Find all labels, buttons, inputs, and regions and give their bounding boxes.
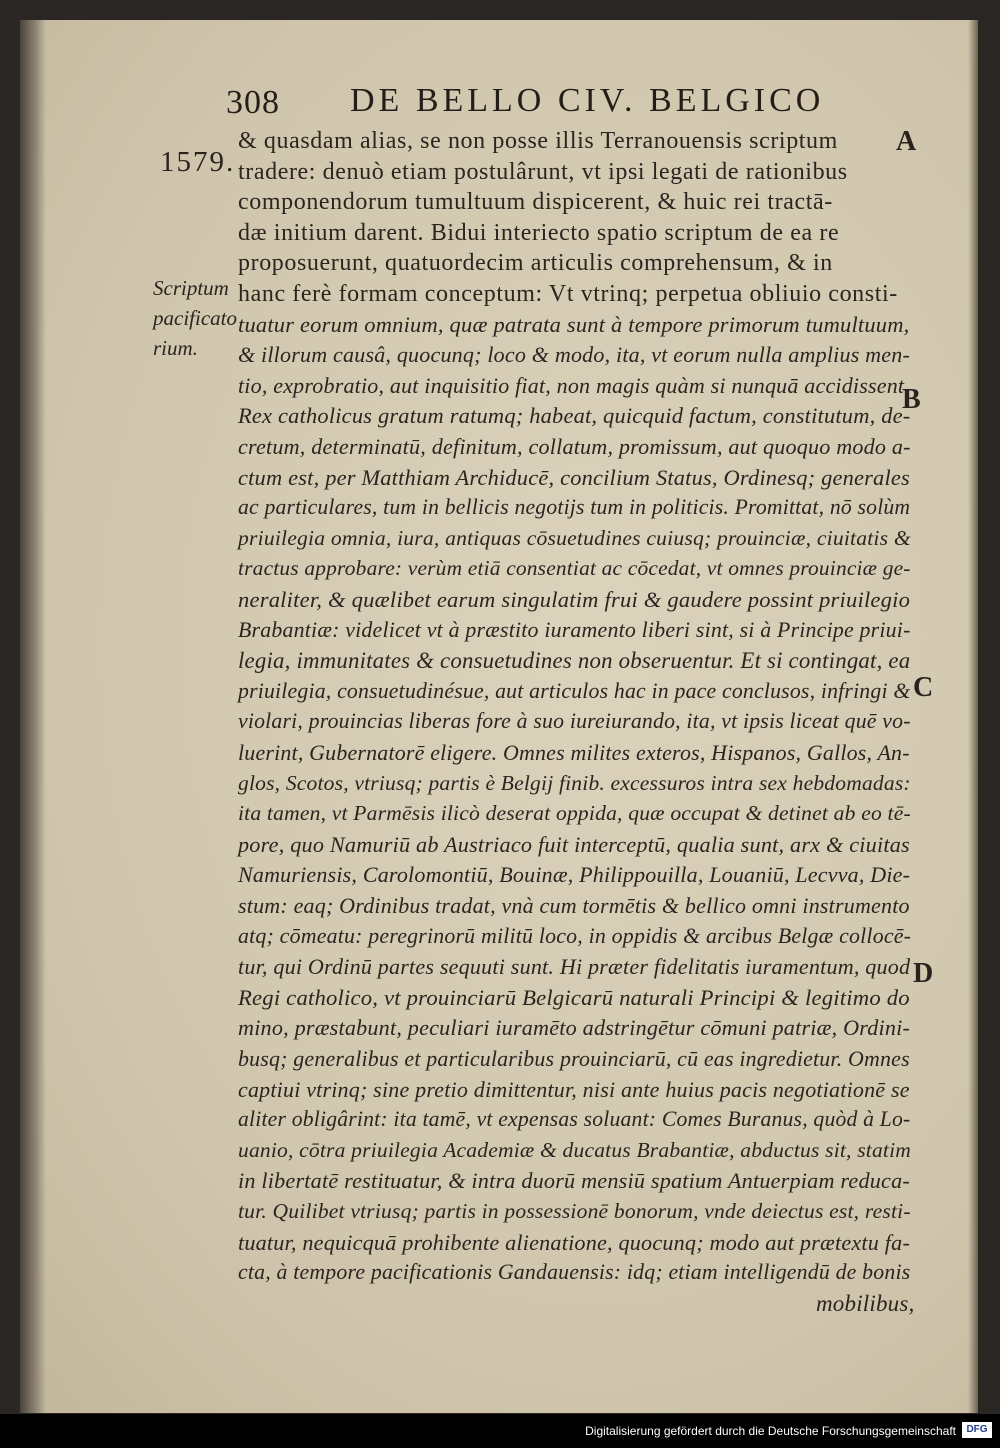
page-gutter-shadow [20, 20, 46, 1413]
text-line: proposuerunt, quatuordecim articulis comprehensum, & in [238, 250, 833, 277]
section-letter: C [913, 672, 934, 703]
dfg-logo: DFG [962, 1422, 992, 1438]
text-line: aliter obligârint: ita tamē, vt expensas soluant: Comes Buranus, quòd à Lo- [238, 1107, 911, 1132]
text-line: captiui vtrinq; sine pretio dimittentur, nisi ante huius pacis negotiationē se [238, 1076, 910, 1102]
running-title: DE BELLO CIV. BELGICO [350, 82, 825, 119]
section-letter: D [913, 958, 934, 989]
text-line: cretum, determinatū, definitum, collatum, promissum, aut quoquo modo a- [238, 434, 911, 459]
text-line: tuatur, nequicquā prohibente alienatione, quocunq; modo aut prætextu fa- [238, 1229, 911, 1255]
text-line: in libertatē restituatur, & intra duorū mensiū spatium Antuerpiam reduca- [238, 1168, 910, 1194]
text-line: componendorum tumultuum dispicerent, & huic rei tractā- [238, 189, 833, 216]
text-line: & illorum causâ, quocunq; loco & modo, ita, vt eorum nulla amplius men- [238, 342, 911, 368]
digitization-footer [0, 1414, 1000, 1448]
text-line: tur. Quilibet vtriusq; partis in possessionē bonorum, vnde deiectus est, resti- [238, 1199, 911, 1223]
text-line: tio, exprobratio, aut inquisitio fiat, non magis quàm si nunquā accidissent. [238, 372, 910, 398]
text-line: Regi catholico, vt prouinciarū Belgicarū naturali Principi & legitimo do [238, 984, 910, 1010]
section-letter: B [902, 384, 921, 415]
text-line: Namuriensis, Carolomontiū, Bouinæ, Philippouilla, Louaniū, Lecvva, Die- [238, 862, 911, 888]
text-line: priuilegia omnia, iura, antiquas cōsuetudines cuiusq; prouinciæ, ciuitatis & [238, 525, 911, 550]
text-line: luerint, Gubernatorē eligere. Omnes milites exteros, Hispanos, Gallos, An- [238, 740, 910, 765]
section-letter: A [896, 126, 917, 157]
text-line: tur, qui Ordinū partes sequuti sunt. Hi præter fidelitatis iuramentum, quod [238, 954, 911, 980]
text-line: violari, prouincias liberas fore à suo iureiurando, ita, vt ipsis liceat quē vo- [238, 709, 911, 734]
footer-credit: Digitalisierung gefördert durch die Deutsche Forschungsgemeinschaft [585, 1424, 956, 1438]
text-line: & quasdam alias, se non posse illis Terranouensis scriptum [238, 128, 838, 154]
text-line: tractus approbare: verùm etiā consentiat ac cōcedat, vt omnes prouinciæ ge- [238, 556, 911, 581]
year-marker: 1579. [160, 146, 236, 178]
text-line: neraliter, & quælibet earum singulatim frui & gaudere possint priuilegio [238, 587, 911, 612]
book-page [20, 20, 978, 1413]
text-line: priuilegia, consuetudinésue, aut articulos hac in pace conclusos, infringi & [238, 678, 911, 703]
text-line: glos, Scotos, vtriusq; partis è Belgij finib. excessuros intra sex hebdomadas: [238, 770, 911, 795]
text-line: Rex catholicus gratum ratumq; habeat, quicquid factum, constitutum, de- [238, 403, 911, 429]
text-line: ita tamen, vt Parmēsis ilicò deserat oppida, quæ occupat & detinet ab eo tē- [238, 801, 911, 826]
text-line: ac particulares, tum in bellicis negotijs tum in politicis. Promittat, nō solùm [238, 495, 911, 520]
text-line: tradere: denuò etiam postulârunt, vt ipsi legati de rationibus [238, 158, 848, 185]
text-line: tuatur eorum omnium, quæ patrata sunt à tempore primorum tumultuum, [238, 311, 910, 337]
text-line: busq; generalibus et particularibus prouinciarū, cū eas ingredietur. Omnes [238, 1046, 910, 1071]
text-line: stum: eaq; Ordinibus tradat, vnà cum tormētis & bellico omni instrumento [238, 893, 910, 918]
page-number: 308 [226, 84, 280, 121]
text-line: atq; cōmeatu: peregrinorū militū loco, in oppidis & arcibus Belgæ collocē- [238, 923, 912, 948]
text-line: dæ initium darent. Bidui interiecto spatio scriptum de ea re [238, 219, 840, 246]
text-line: hanc ferè formam conceptum: Vt vtrinq; perpetua obliuio consti- [238, 281, 898, 307]
text-line: Brabantiæ: videlicet vt à præstito iuramento liberi sint, si à Principe priui- [238, 617, 911, 642]
margin-note-line: rium. [153, 336, 198, 360]
page-edge-shadow [968, 20, 978, 1413]
margin-note-line: Scriptum [153, 276, 229, 300]
text-line: mobilibus, [816, 1290, 915, 1316]
text-line: cta, à tempore pacificationis Gandauensis: idq; etiam intelligendū de bonis [238, 1260, 911, 1285]
text-line: pore, quo Namuriū ab Austriaco fuit interceptū, qualia sunt, arx & ciuitas [238, 831, 910, 857]
text-line: legia, immunitates & consuetudines non obseruentur. Et si contingat, ea [238, 648, 911, 674]
text-line: ctum est, per Matthiam Archiducē, concilium Status, Ordinesq; generales [238, 464, 910, 490]
margin-note-line: pacificato [153, 306, 237, 330]
text-line: mino, præstabunt, peculiari iuramēto adstringētur cōmuni patriæ, Ordini- [238, 1015, 911, 1041]
text-line: uanio, cōtra priuilegia Academiæ & ducatus Brabantiæ, abductus sit, statim [238, 1137, 912, 1162]
